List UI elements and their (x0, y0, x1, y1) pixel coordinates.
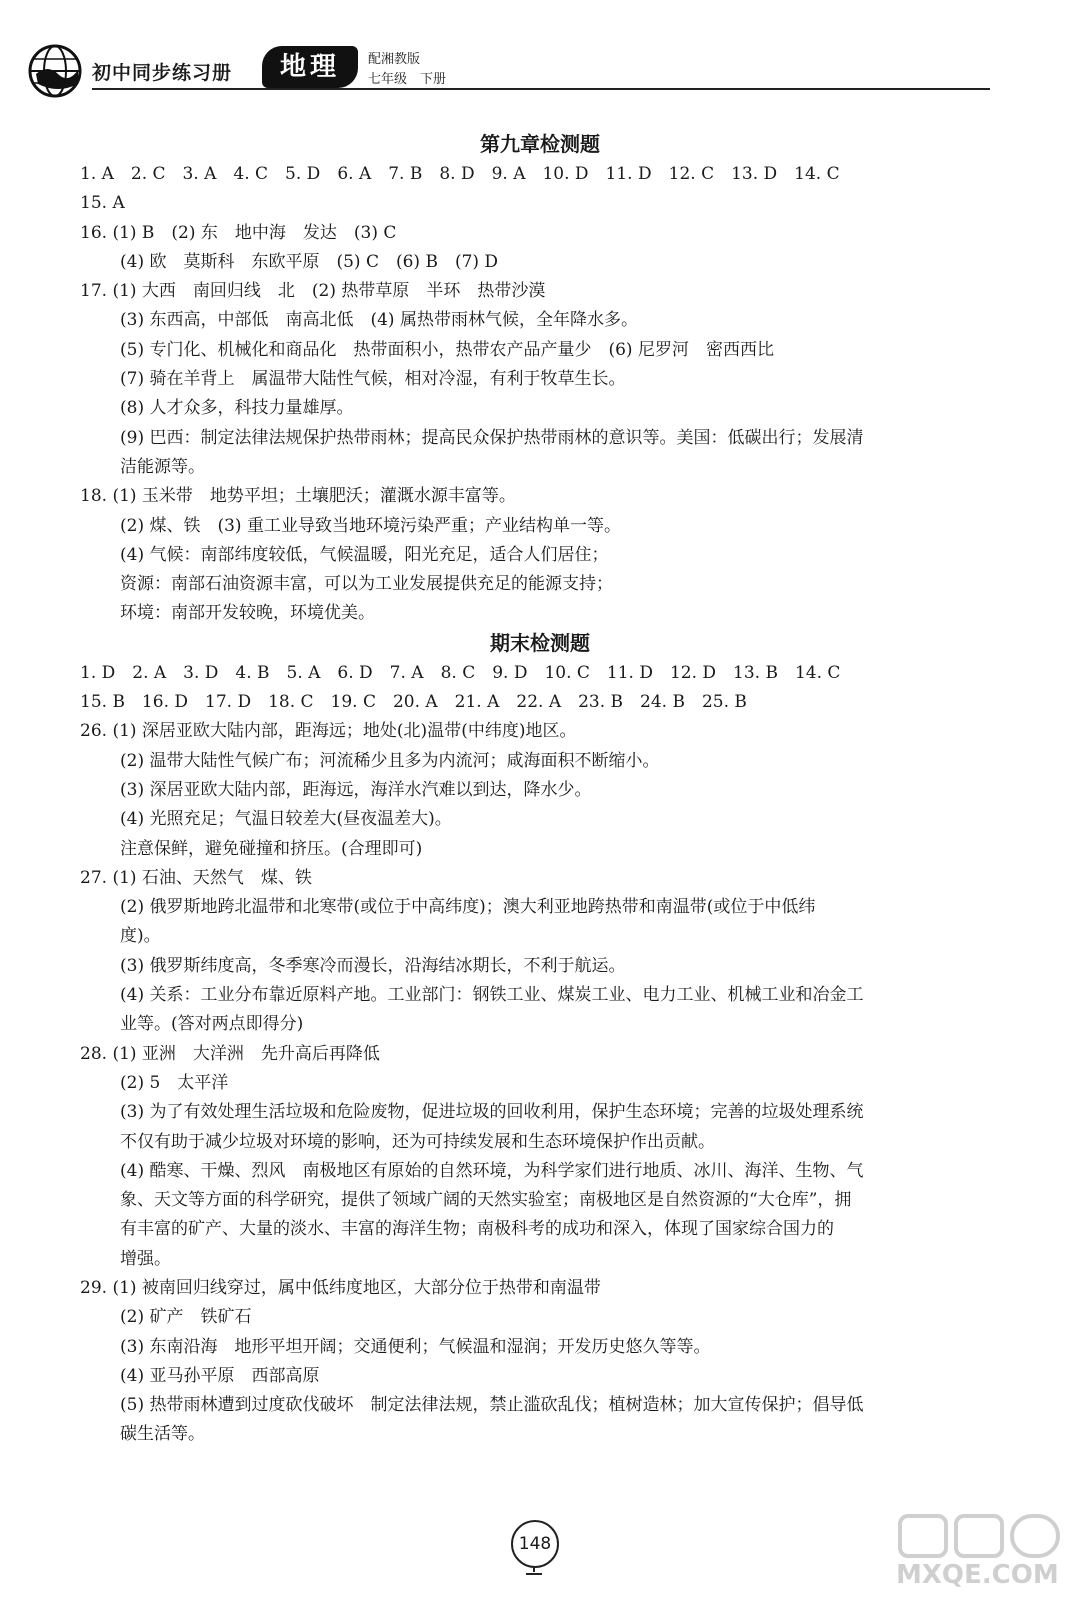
page-number-stand-icon (524, 1566, 544, 1576)
answer-line: (8) 人才众多，科技力量雄厚。 (120, 398, 354, 419)
answer-line: (4) 气候：南部纬度较低，气候温暖，阳光充足，适合人们居住； (120, 544, 609, 565)
answer-line: 16. (1) B (2) 东 地中海 发达 (3) C (80, 222, 397, 243)
answer-line: 碳生活等。 (120, 1424, 205, 1445)
page-header (28, 40, 990, 100)
answer-line: 1. A 2. C 3. A 4. C 5. D 6. A 7. B 8. D 9. A 10. D 11. D 12. C 13. D 14. C (80, 164, 840, 184)
answer-line: 15. A (80, 193, 125, 214)
page-number: 148 (511, 1520, 559, 1568)
answer-line: (4) 关系：工业分布靠近原料产地。工业部门：钢铁工业、煤炭工业、电力工业、机械工业和冶金工 (120, 985, 864, 1006)
answer-line: 业等。(答对两点即得分) (120, 1014, 304, 1035)
answer-line: 28. (1) 亚洲 大洋洲 先升高后再降低 (80, 1043, 380, 1064)
answer-line: (7) 骑在羊背上 属温带大陆性气候，相对冷湿，有利于牧草生长。 (120, 369, 626, 390)
answer-line: 29. (1) 被南回归线穿过，属中低纬度地区，大部分位于热带和南温带 (80, 1277, 601, 1298)
section-title: 期末检测题 (490, 630, 590, 655)
answer-content (80, 130, 1000, 1450)
answer-line: 注意保鲜，避免碰撞和挤压。(合理即可) (120, 838, 423, 859)
answer-line: (4) 欧 莫斯科 东欧平原 (5) C (6) B (7) D (120, 251, 499, 272)
grade-label: 七年级 下册 (368, 72, 447, 87)
answer-line: (4) 光照充足；气温日较差大(昼夜温差大)。 (120, 809, 452, 830)
answer-line: (3) 东西高，中部低 南高北低 (4) 属热带雨林气候，全年降水多。 (120, 310, 638, 331)
answer-line: 17. (1) 大西 南回归线 北 (2) 热带草原 半环 热带沙漠 (80, 281, 546, 302)
answer-line: 洁能源等。 (120, 456, 205, 477)
watermark (896, 1510, 1076, 1596)
answer-line: 18. (1) 玉米带 地势平坦；土壤肥沃；灌溉水源丰富等。 (80, 486, 516, 507)
edition-label: 配湘教版 (368, 52, 421, 67)
answer-line: (3) 东南沿海 地形平坦开阔；交通便利；气候温和湿润；开发历史悠久等等。 (120, 1336, 711, 1357)
answer-line: (2) 煤、铁 (3) 重工业导致当地环境污染严重；产业结构单一等。 (120, 515, 621, 536)
answer-line: (2) 俄罗斯地跨北温带和北寒带(或位于中高纬度)；澳大利亚地跨热带和南温带(或位于中低纬 (120, 897, 816, 918)
answer-line: 度)。 (120, 926, 161, 947)
watermark-text: MXQE.COM (896, 1560, 1059, 1590)
answer-line: (2) 温带大陆性气候广布；河流稀少且多为内流河；咸海面积不断缩小。 (120, 750, 660, 771)
answer-line: (3) 为了有效处理生活垃圾和危险废物，促进垃圾的回收利用，保护生态环境；完善的垃圾处理系统 (120, 1102, 864, 1123)
answer-line: 27. (1) 石油、天然气 煤、铁 (80, 867, 312, 888)
subject-badge: 地理 (262, 46, 358, 88)
answer-line: 有丰富的矿产、大量的淡水、丰富的海洋生物；南极科考的成功和深入，体现了国家综合国力的 (120, 1219, 834, 1240)
answer-line: (4) 亚马孙平原 西部高原 (120, 1365, 320, 1386)
header-divider (92, 88, 990, 90)
answer-line: (5) 专门化、机械化和商品化 热带面积小，热带农产品产量少 (6) 尼罗河 密西西比 (120, 339, 774, 360)
answer-line: (9) 巴西：制定法律法规保护热带雨林；提高民众保护热带雨林的意识等。美国：低碳出行；发展清 (120, 427, 864, 448)
answer-line: (4) 酷寒、干燥、烈风 南极地区有原始的自然环境，为科学家们进行地质、冰川、海洋、生物、气 (120, 1160, 864, 1181)
answer-line: 象、天文等方面的科学研究，提供了领域广阔的天然实验室；南极地区是自然资源的“大仓库”，拥 (120, 1190, 852, 1211)
answer-line: (2) 矿产 铁矿石 (120, 1307, 252, 1328)
book-title: 初中同步练习册 (92, 62, 233, 84)
answer-line: (2) 5 太平洋 (120, 1072, 229, 1093)
answer-line: (3) 深居亚欧大陆内部，距海远，海洋水汽难以到达，降水少。 (120, 779, 592, 800)
answer-line: 资源：南部石油资源丰富，可以为工业发展提供充足的能源支持； (120, 574, 613, 595)
section-title: 第九章检测题 (480, 132, 600, 156)
answer-line: 15. B 16. D 17. D 18. C 19. C 20. A 21. A 22. A 23. B 24. B 25. B (80, 692, 747, 713)
answer-line: (5) 热带雨林遭到过度砍伐破坏 制定法律法规，禁止滥砍乱伐；植树造林；加大宣传保护；倡导低 (120, 1395, 864, 1416)
answer-line: 环境：南部开发较晚，环境优美。 (120, 603, 375, 624)
answer-line: 不仅有助于减少垃圾对环境的影响，还为可持续发展和生态环境保护作出贡献。 (120, 1131, 715, 1152)
answer-line: 增强。 (120, 1248, 171, 1269)
globe-logo-icon (28, 44, 82, 98)
answer-line: (3) 俄罗斯纬度高，冬季寒冷而漫长，沿海结冰期长，不利于航运。 (120, 955, 626, 976)
answer-line: 26. (1) 深居亚欧大陆内部，距海远；地处(北)温带(中纬度)地区。 (80, 721, 577, 742)
answer-line: 1. D 2. A 3. D 4. B 5. A 6. D 7. A 8. C 9. D 10. C 11. D 12. D 13. B 14. C (80, 662, 841, 683)
watermark-logo-icon (896, 1510, 1076, 1560)
